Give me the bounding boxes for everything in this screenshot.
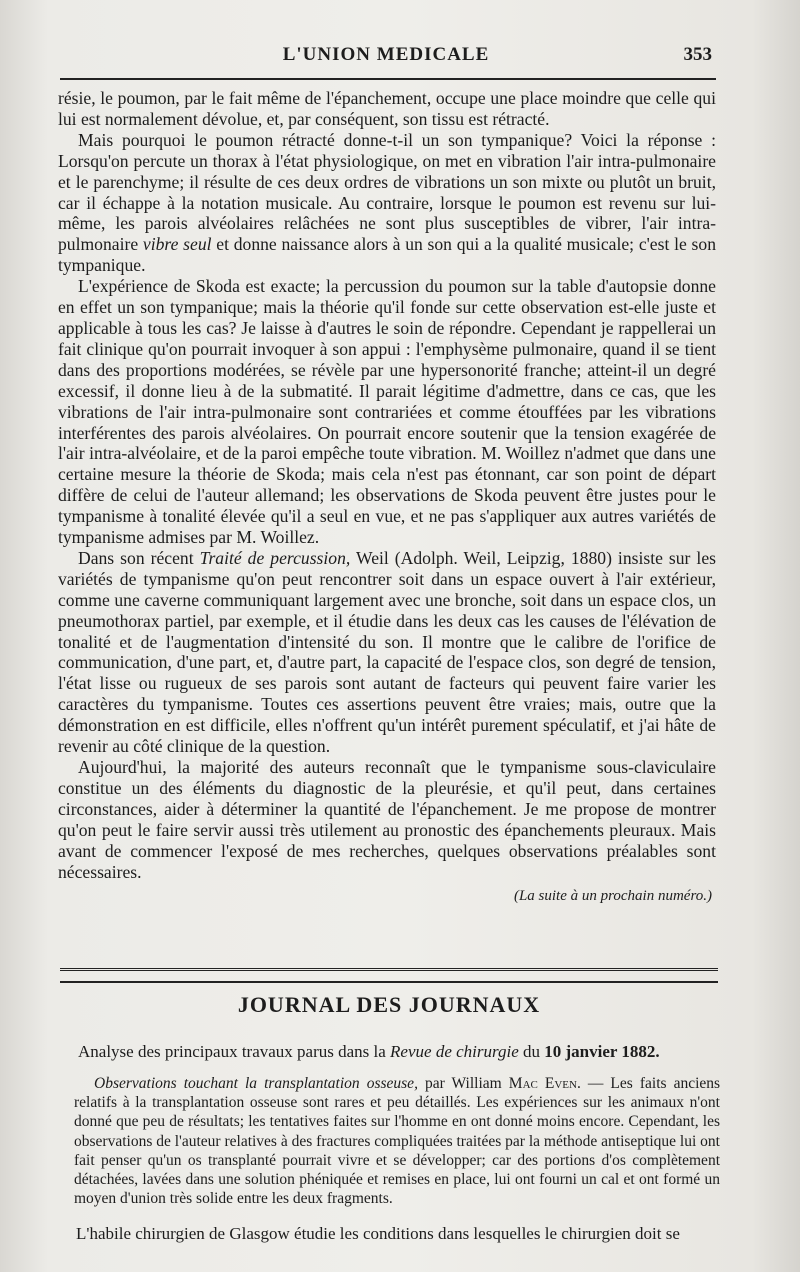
paragraph: Aujourd'hui, la majorité des auteurs reconnaît que le tympanisme sous-claviculaire constitue un des éléments du diagnostic de la pleurésie, et qu'il peut, dans certaines circonstances, aider à déterminer la quantité de l'épanchement. Je me propose de montrer qu'on peut le faire servir aussi très utilement au pronostic des épanchements pleuraux. Mais avant de commencer l'exposé de mes recherches, quelques observations préalables sont nécessaires. <box>58 757 716 882</box>
paragraph: L'expérience de Skoda est exacte; la percussion du poumon sur la table d'autopsie donne en effet un son tympanique; mais la théorie qu'il fonde sur cette observation est-elle juste et applicable à tous les cas? Je laisse à d'autres le soin de répondre. Cependant je rappellerai un fait clinique qu'on pourrait invoquer à son appui : l'emphysème pulmonaire, quand il se tient dans des proportions modérées, se révèle par une hypersonorité franche; atteint-il un degré excessif, il donne lieu à de la submatité. Il parait légitime d'admettre, dans ce cas, que les vibrations de l'air intra-pulmonaire sont contrariées et comme étouffées par les vibrations interférentes des parois alvéolaires. On pourrait encore soutenir que la tension exagérée de l'air intra-alvéolaire, et de la paroi empêche toute vibration. M. Woillez n'admet que dans une certaine mesure la théorie de Skoda; mais cela n'est pas étonnant, car son point de départ diffère de celui de l'auteur allemand; les observations de Skoda peuvent être justes pour le tympanisme à tonalité élevée qu'il a seul en vue, et ne pas s'appliquer aux autres variétés de tympanisme admises par M. Woillez. <box>58 276 716 548</box>
paragraph-text: Dans son récent <box>78 547 194 568</box>
article-body <box>58 88 716 907</box>
header-rule <box>60 78 716 80</box>
section-divider <box>60 968 718 983</box>
paragraph-text: Mais pourquoi le poumon rétracté donne-t-il un son tympanique? Voici la réponse : Lorsqu'on percute un thorax à l'état physiologique, on met en vibration l'air intra-pulmonaire et le parenchyme; il résulte de ces deux ordres de vibrations un son mixte ou plutôt un bruit, car il échappe à la notation musicale. Au contraire, lorsque le poumon est revenu sur lui-même, les parois alvéolaires relâchées ne sont plus susceptibles de vibrer, l'air intra-pulmonaire <box>58 129 716 255</box>
italic-title: Traité de percussion, <box>199 547 351 568</box>
review-body: — Les faits anciens relatifs à la transplantation osseuse sont rares et peu détaillés. Les expériences sur les animaux n'ont donné que peu de résultats; les tentatives faites sur l'homme en ont donné moins encore. Cependant, les observations de l'auteur relatives à des fractures compliquées traitées par la méthode antiseptique lui ont fait penser qu'un os transplanté pourrait vivre et se développer; car des portions d'os complètement détachées, lavées dans une solution phéniquée et remises en place, lui ont fourni un cal et ont formé un moyen d'union très solide entre les deux fragments. <box>74 1075 721 1208</box>
review-text <box>74 1074 720 1208</box>
review-title: Observations touchant la transplantation osseuse, <box>94 1075 418 1092</box>
analysis-text: du <box>523 1042 541 1061</box>
running-head <box>60 44 712 74</box>
review-author: Mac Even. <box>508 1075 581 1092</box>
paragraph-text: Weil (Adolph. Weil, Leipzig, 1880) insiste sur les variétés de tympanisme qu'on peut rencontrer soit dans un espace ouvert à l'air extérieur, comme une caverne communiquant largement avec une bronche, soit dans un espace clos, un pneumothorax partiel, par exemple, et il étudie dans les deux cas les causes de l'élévation de tonalité et de l'augmentation d'intensité du son. Il montre que le calibre de l'orifice de communication, d'une part, et, d'autre part, la capacité de l'espace clos, son degré de tension, l'état lisse ou rugueux de ses parois sont autant de facteurs qui peuvent faire varier les caractères du tympanisme. Toutes ces assertions peuvent être vraies; mais, outre que la démonstration en est difficile, elles n'offrent qu'un intérêt purement spéculatif, et j'ai hâte de revenir au côté clinique de la question. <box>58 547 716 757</box>
paragraph-text: et donne naissance alors à un son qui a la qualité musicale; c'est le son tympanique. <box>58 234 716 276</box>
running-title: L'UNION MEDICALE <box>282 44 490 65</box>
paragraph: résie, le poumon, par le fait même de l'épanchement, occupe une place moindre que celle qui lui est normalement dévolue, et, par conséquent, son tissu est rétracté. <box>58 88 716 129</box>
review-paragraph <box>74 1074 720 1208</box>
analysis-date: 10 janvier 1882. <box>544 1042 660 1061</box>
last-line: L'habile chirurgien de Glasgow étudie les conditions dans lesquelles le chirurgien doit se <box>76 1224 680 1243</box>
page-number: 353 <box>683 44 712 65</box>
continued-note: (La suite à un prochain numéro.) <box>513 888 712 905</box>
analysis-line <box>78 1042 718 1062</box>
review-by: par William <box>425 1075 502 1092</box>
italic-phrase: vibre seul <box>142 234 212 255</box>
section-title: JOURNAL DES JOURNAUX <box>237 992 541 1017</box>
paragraph <box>58 548 716 757</box>
paragraph <box>58 130 716 276</box>
journal-name: Revue de chirurgie <box>390 1042 519 1061</box>
analysis-text: Analyse des principaux travaux parus dans la <box>78 1042 386 1061</box>
